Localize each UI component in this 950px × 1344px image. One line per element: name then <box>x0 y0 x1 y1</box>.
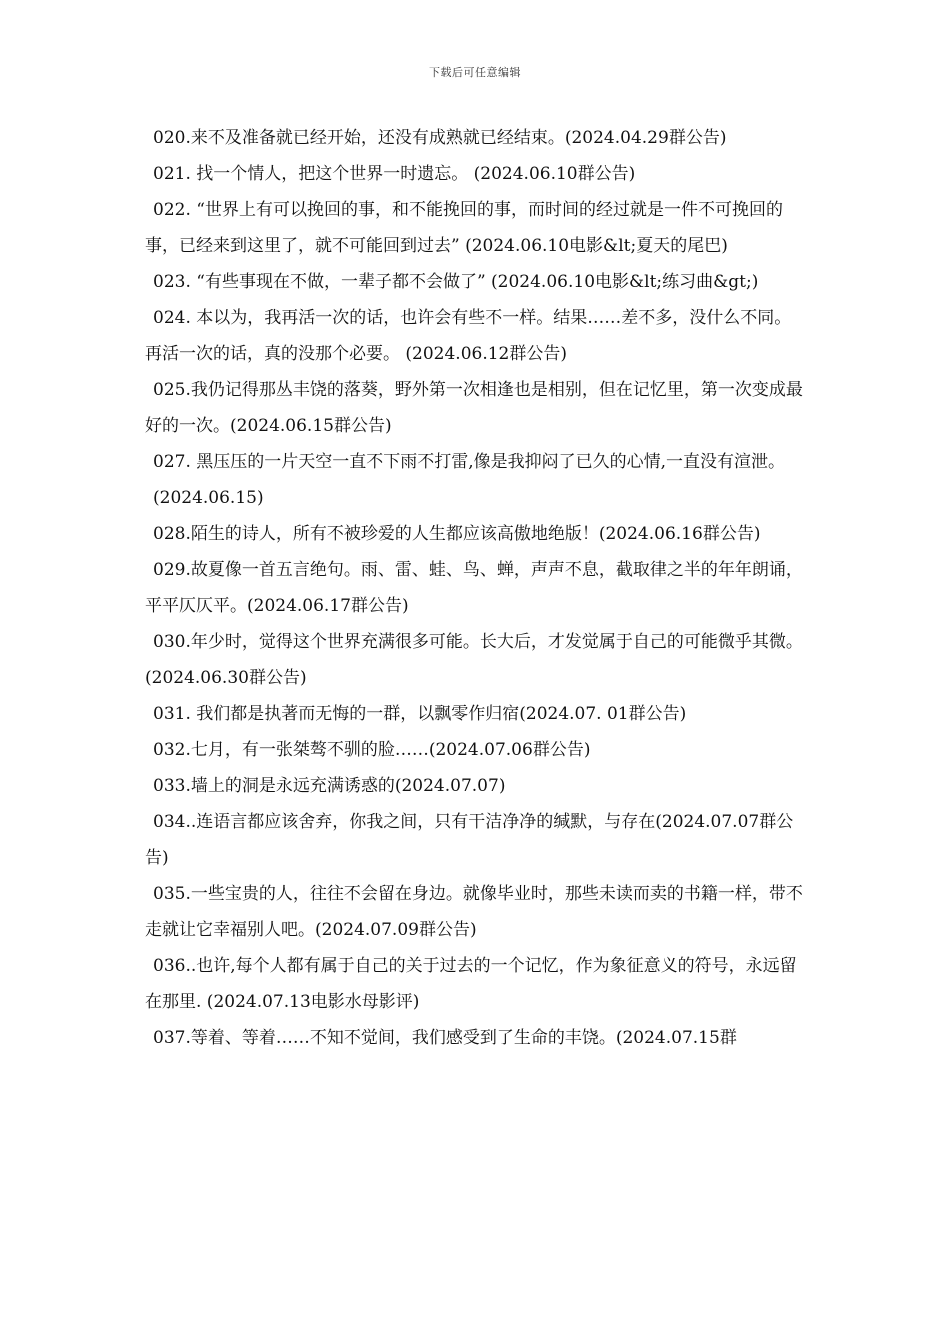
list-item: 037.等着、等着……不知不觉间，我们感受到了生命的丰饶。(2024.07.15群 <box>153 1028 737 1048</box>
list-item: 028.陌生的诗人，所有不被珍爱的人生都应该高傲地绝版！(2024.06.16群公告) <box>153 524 761 544</box>
list-item: 030.年少时，觉得这个世界充满很多可能。长大后，才发觉属于自己的可能微乎其微。(2024.06.30群公告) <box>145 632 803 688</box>
list-item: 027. 黑压压的一片天空一直不下雨不打雷,像是我抑闷了已久的心情,一直没有渲泄。 <box>153 452 786 472</box>
list-item: 032.七月，有一张桀骜不驯的脸……(2024.07.06群公告) <box>153 740 591 760</box>
list-item: 031. 我们都是执著而无悔的一群，以飘零作归宿(2024.07. 01群公告) <box>153 704 687 724</box>
list-item: 033.墙上的洞是永远充满诱惑的(2024.07.07) <box>153 776 506 796</box>
page-header: 下载后可任意编辑 <box>429 66 521 79</box>
list-item: 036..也许,每个人都有属于自己的关于过去的一个记忆，作为象征意义的符号，永远留在那里. (2024.07.13电影水母影评) <box>145 956 797 1012</box>
list-item: (2024.06.15) <box>153 488 264 508</box>
list-item: 023. “有些事现在不做，一辈子都不会做了” (2024.06.10电影&lt;练习曲&gt;) <box>153 272 759 292</box>
list-item: 034..连语言都应该舍弃，你我之间，只有干洁净净的缄默，与存在(2024.07.07群公告) <box>145 812 794 868</box>
list-item: 029.故夏像一首五言绝句。雨、雷、蛙、鸟、蝉，声声不息，截取律之半的年年朗诵，平平仄仄平。(2024.06.17群公告) <box>145 560 803 616</box>
list-item: 035.一些宝贵的人，往往不会留在身边。就像毕业时，那些未读而卖的书籍一样，带不走就让它幸福别人吧。(2024.07.09群公告) <box>145 884 803 940</box>
list-item: 025.我仍记得那丛丰饶的落葵，野外第一次相逢也是相别，但在记忆里，第一次变成最好的一次。(2024.06.15群公告) <box>145 380 803 436</box>
document-body <box>145 120 807 1056</box>
list-item: 022. “世界上有可以挽回的事，和不能挽回的事，而时间的经过就是一件不可挽回的事，已经来到这里了，就不可能回到过去” (2024.06.10电影&lt;夏天的尾巴) <box>145 200 783 256</box>
list-item: 021. 找一个情人，把这个世界一时遗忘。 (2024.06.10群公告) <box>153 164 636 184</box>
list-item: 020.来不及准备就已经开始，还没有成熟就已经结束。(2024.04.29群公告) <box>153 128 727 148</box>
list-item: 024. 本以为，我再活一次的话，也许会有些不一样。结果……差不多，没什么不同。再活一次的话，真的没那个必要。 (2024.06.12群公告) <box>145 308 792 364</box>
